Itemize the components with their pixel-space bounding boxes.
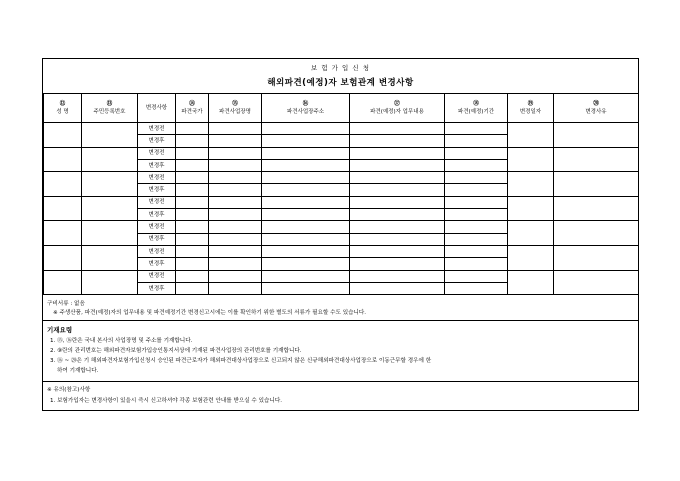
resident-number-cell[interactable] bbox=[82, 245, 138, 270]
change-label: 변경후 bbox=[138, 233, 176, 245]
resident-number-cell[interactable] bbox=[82, 196, 138, 221]
instruction-item-cont: 하여 기재합니다. bbox=[57, 368, 99, 374]
col-workplace-address: ⑯ 파견사업장주소 bbox=[262, 94, 350, 123]
change-reason-cell[interactable] bbox=[554, 270, 639, 295]
instructions-heading: 기재요령 bbox=[47, 326, 73, 334]
change-date-cell[interactable] bbox=[508, 147, 554, 172]
instruction-item: 3. ⑯ ~ ⑳은 기 해외파견자보험가입신청시 승인된 파견근로자가 해외파견대상사업장으로 신고되지 않은 신규해외파견대상사업장으로 이동근무할 경우에 한 bbox=[50, 358, 432, 364]
name-cell[interactable] bbox=[44, 172, 82, 197]
required-documents: 구비서류 : 없음 bbox=[47, 301, 85, 307]
table-row bbox=[44, 172, 639, 184]
name-cell[interactable] bbox=[44, 245, 82, 270]
notes-item: 1. 보험가입자는 변경사항이 있을시 즉시 신고하셔야 각종 보험관련 안내를 받으실 수 있습니다. bbox=[50, 398, 283, 404]
change-date-cell[interactable] bbox=[508, 221, 554, 246]
change-label: 변경후 bbox=[138, 159, 176, 171]
name-cell[interactable] bbox=[44, 270, 82, 295]
change-reason-cell[interactable] bbox=[554, 172, 639, 197]
form-subtitle: 보 험 가 입 신 청 bbox=[310, 64, 370, 72]
col-job-description: ⑰ 파견(예정)자 업무내용 bbox=[350, 94, 445, 123]
table-row bbox=[44, 245, 639, 257]
table-header-row bbox=[44, 94, 639, 123]
divider bbox=[43, 320, 638, 321]
notes-heading: ※ 유의(참고)사항 bbox=[47, 387, 91, 393]
name-cell[interactable] bbox=[44, 147, 82, 172]
change-label: 변경전 bbox=[138, 147, 176, 159]
change-date-cell[interactable] bbox=[508, 270, 554, 295]
change-label: 변경후 bbox=[138, 282, 176, 294]
change-reason-cell[interactable] bbox=[554, 196, 639, 221]
col-change-type: 변경사항 bbox=[138, 94, 176, 123]
change-date-cell[interactable] bbox=[508, 245, 554, 270]
documents-note: ※ 주생산품, 파견(예정)자의 업무내용 및 파견예정기간 변경신고시에는 이를 확인하기 위한 별도의 서류가 필요할 수도 있습니다. bbox=[53, 310, 367, 316]
name-cell[interactable] bbox=[44, 123, 82, 148]
change-label: 변경후 bbox=[138, 258, 176, 270]
change-label: 변경전 bbox=[138, 245, 176, 257]
resident-number-cell[interactable] bbox=[82, 123, 138, 148]
change-reason-cell[interactable] bbox=[554, 245, 639, 270]
change-label: 변경후 bbox=[138, 135, 176, 147]
col-change-reason: ⑳ 변경사유 bbox=[554, 94, 639, 123]
col-resident-number: ⑬ 주민등록번호 bbox=[82, 94, 138, 123]
change-reason-cell[interactable] bbox=[554, 147, 639, 172]
change-label: 변경전 bbox=[138, 270, 176, 282]
table-row bbox=[44, 147, 639, 159]
change-reason-cell[interactable] bbox=[554, 123, 639, 148]
change-label: 변경후 bbox=[138, 209, 176, 221]
col-name: ⑫ 성 명 bbox=[44, 94, 82, 123]
name-cell[interactable] bbox=[44, 196, 82, 221]
form-title: 해외파견(예정)자 보험관계 변경사항 bbox=[267, 78, 414, 88]
change-label: 변경전 bbox=[138, 123, 176, 135]
change-table bbox=[43, 93, 639, 295]
resident-number-cell[interactable] bbox=[82, 172, 138, 197]
change-reason-cell[interactable] bbox=[554, 221, 639, 246]
table-row bbox=[44, 196, 639, 208]
resident-number-cell[interactable] bbox=[82, 147, 138, 172]
change-label: 변경전 bbox=[138, 221, 176, 233]
col-dispatch-period: ⑱ 파견(예정)기간 bbox=[445, 94, 508, 123]
table-row bbox=[44, 123, 639, 135]
name-cell[interactable] bbox=[44, 221, 82, 246]
change-date-cell[interactable] bbox=[508, 123, 554, 148]
change-label: 변경전 bbox=[138, 172, 176, 184]
resident-number-cell[interactable] bbox=[82, 270, 138, 295]
form-sheet bbox=[42, 58, 639, 411]
col-change-date: ⑲ 변경일자 bbox=[508, 94, 554, 123]
instruction-item: 2. ⑨란의 관리번호는 해외파견자보험가입승인통지서상에 기재된 파견사업장의 관리번호를 기재합니다. bbox=[50, 348, 302, 354]
change-label: 변경후 bbox=[138, 184, 176, 196]
table-row bbox=[44, 221, 639, 233]
col-workplace-name: ⑮ 파견사업장명 bbox=[209, 94, 262, 123]
table-row bbox=[44, 270, 639, 282]
col-country: ⑭ 파견국가 bbox=[176, 94, 209, 123]
change-date-cell[interactable] bbox=[508, 196, 554, 221]
instruction-item: 1. ⑮, ⑯란은 국내 본사의 사업장명 및 주소를 기재합니다. bbox=[50, 338, 193, 344]
resident-number-cell[interactable] bbox=[82, 221, 138, 246]
change-date-cell[interactable] bbox=[508, 172, 554, 197]
change-label: 변경전 bbox=[138, 196, 176, 208]
divider bbox=[43, 381, 638, 382]
